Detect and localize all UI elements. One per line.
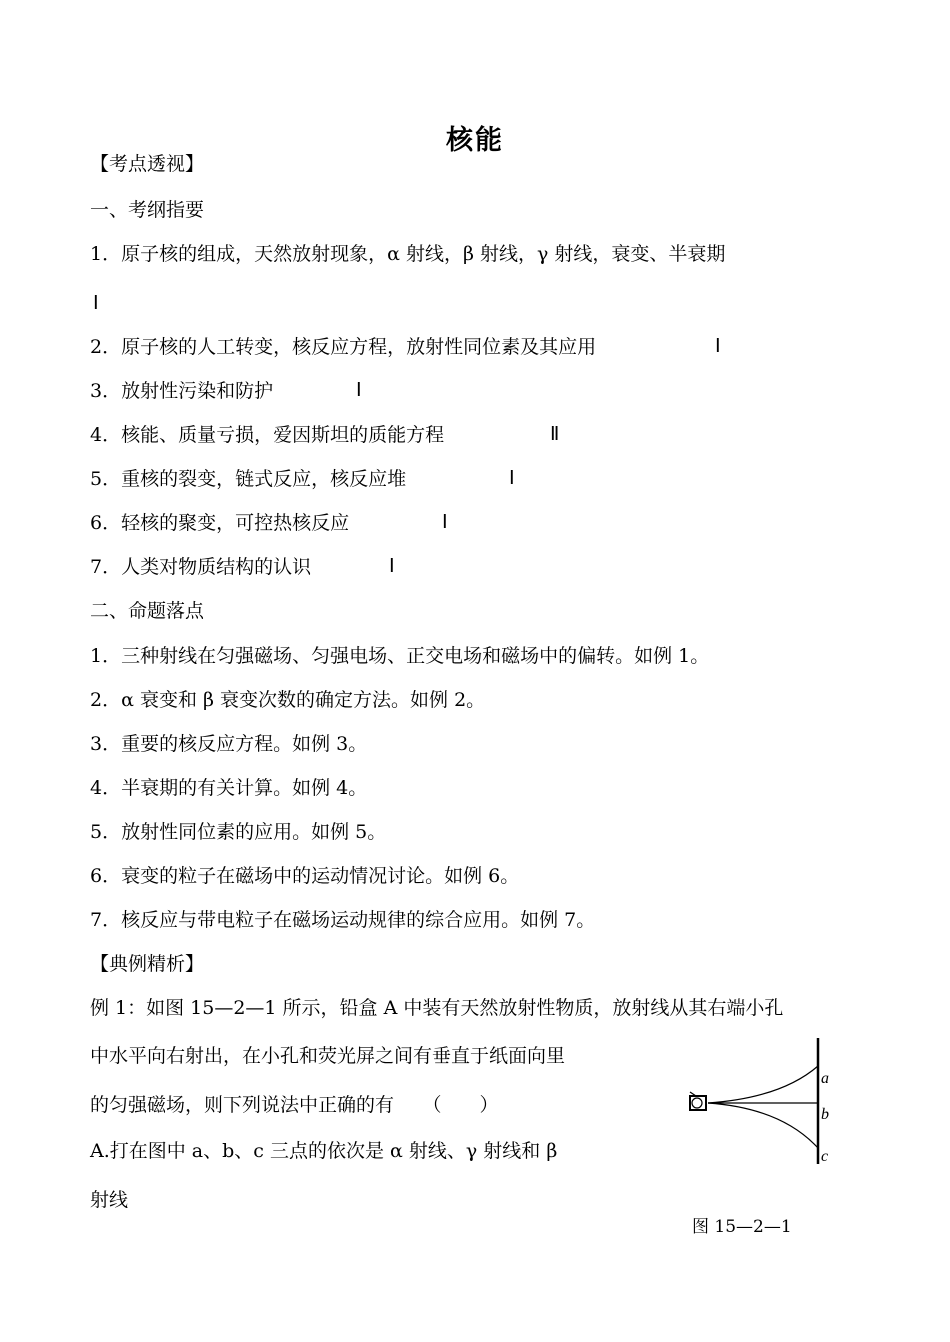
source-circle	[692, 1098, 702, 1108]
point-2: 2．α 衰变和 β 衰变次数的确定方法。如例 2。	[90, 689, 486, 711]
syllabus-item-6: 6．轻核的聚变，可控热核反应	[90, 512, 350, 534]
label-b: b	[821, 1106, 829, 1123]
ray-a-path	[708, 1066, 818, 1103]
radiation-deflection-figure	[686, 1036, 836, 1176]
example1-line2: 中水平向右射出，在小孔和荧光屏之间有垂直于纸面向里	[90, 1045, 566, 1067]
label-a: a	[821, 1070, 829, 1087]
syllabus-item-4: 4．核能、质量亏损，爱因斯坦的质能方程	[90, 424, 445, 446]
syllabus-level-3: Ⅰ	[356, 380, 362, 401]
syllabus-level-1: Ⅰ	[93, 293, 99, 314]
label-c: c	[821, 1148, 829, 1165]
point-1: 1．三种射线在匀强磁场、匀强电场、正交电场和磁场中的偏转。如例 1。	[90, 645, 710, 667]
syllabus-item-5: 5．重核的裂变，链式反应，核反应堆	[90, 468, 407, 490]
point-3: 3．重要的核反应方程。如例 3。	[90, 733, 368, 755]
syllabus-item-1: 1．原子核的组成，天然放射现象，α 射线，β 射线，γ 射线，衰变、半衰期	[90, 243, 726, 265]
point-4: 4．半衰期的有关计算。如例 4。	[90, 777, 368, 799]
syllabus-level-2: Ⅰ	[715, 336, 721, 357]
section-heading-kaodian: 【考点透视】	[90, 153, 205, 175]
syllabus-item-3: 3．放射性污染和防护	[90, 380, 274, 402]
subheading-kaogang: 一、考纲指要	[90, 199, 205, 221]
page-title: 核能	[446, 125, 504, 156]
syllabus-level-6: Ⅰ	[442, 512, 448, 533]
ray-c-path	[708, 1103, 818, 1148]
syllabus-level-5: Ⅰ	[509, 468, 515, 489]
example1-line1: 例 1：如图 15—2—1 所示，铅盒 A 中装有天然放射性物质，放射线从其右端小孔	[90, 997, 784, 1019]
section-heading-dianli: 【典例精析】	[90, 953, 205, 975]
example1-optionA-line1: A.打在图中 a、b、c 三点的依次是 α 射线、γ 射线和 β	[90, 1140, 558, 1162]
syllabus-item-7: 7．人类对物质结构的认识	[90, 556, 312, 578]
syllabus-level-7: Ⅰ	[389, 556, 395, 577]
subheading-mingti: 二、命题落点	[90, 600, 205, 622]
point-7: 7．核反应与带电粒子在磁场运动规律的综合应用。如例 7。	[90, 909, 596, 931]
point-5: 5．放射性同位素的应用。如例 5。	[90, 821, 387, 843]
syllabus-level-4: Ⅱ	[550, 424, 560, 445]
example1-optionA-line2: 射线	[90, 1189, 129, 1211]
figure-caption: 图 15—2—1	[692, 1217, 792, 1237]
example1-line3: 的匀强磁场，则下列说法中正确的有 （ ）	[90, 1094, 499, 1116]
syllabus-item-2: 2．原子核的人工转变，核反应方程，放射性同位素及其应用	[90, 336, 597, 358]
point-6: 6．衰变的粒子在磁场中的运动情况讨论。如例 6。	[90, 865, 520, 887]
